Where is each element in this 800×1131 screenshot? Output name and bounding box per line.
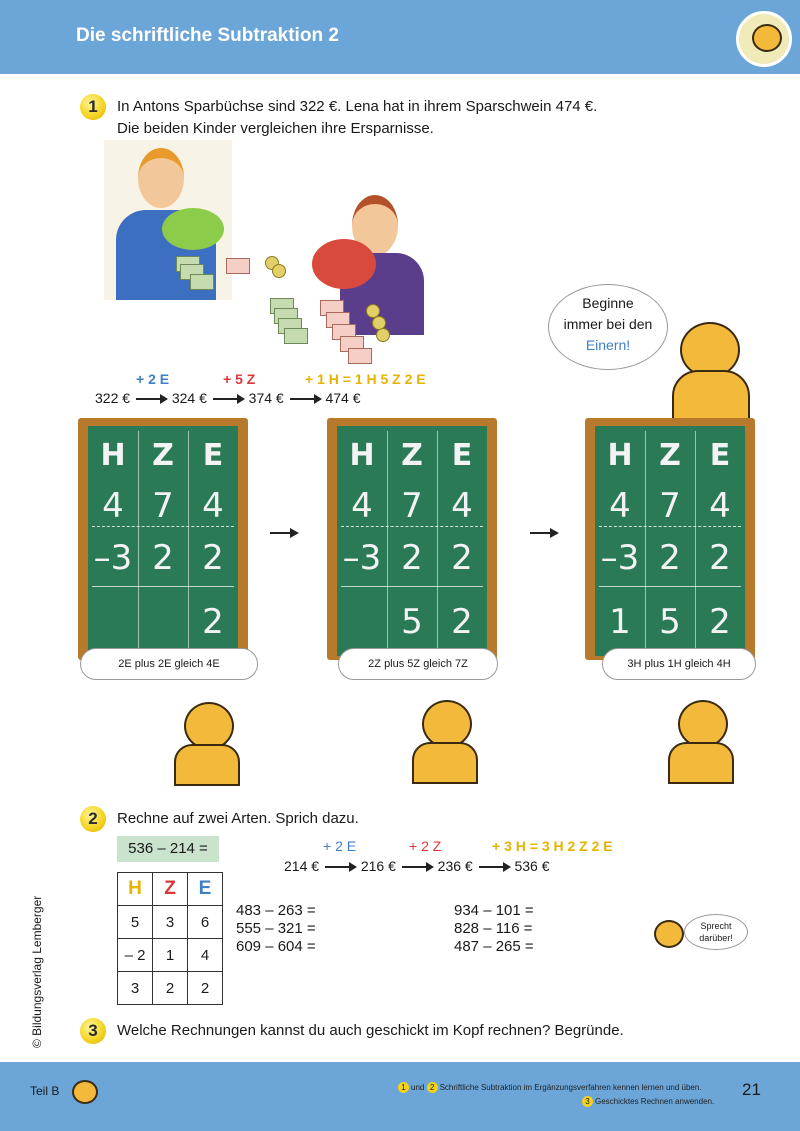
- part-label: Teil B: [30, 1084, 60, 1098]
- table-header-h: H: [118, 873, 153, 906]
- table-header-z: Z: [153, 873, 188, 906]
- step-op-hundreds: + 1 H: [305, 371, 339, 387]
- table-cell: 2: [153, 972, 188, 1005]
- exercise: 934 – 101 =: [454, 902, 534, 919]
- speech-line-3: Einern!: [585, 337, 631, 353]
- right-arrow-icon: [325, 866, 355, 868]
- header-e: E: [451, 438, 473, 473]
- board-cell: 7: [152, 486, 174, 526]
- exercise: 487 – 265 =: [454, 938, 534, 955]
- tiger-head-icon: [654, 920, 684, 948]
- header-e: E: [709, 438, 731, 473]
- table-cell: 6: [188, 906, 223, 939]
- board-cell: 4: [202, 486, 224, 526]
- exercise-column-2: [454, 902, 534, 956]
- board-cell: 4: [102, 486, 124, 526]
- copyright-notice: © Bildungsverlag Lemberger: [30, 895, 44, 1048]
- board-cell: 5: [659, 602, 681, 642]
- example-exercise: 536 – 214 =: [117, 836, 219, 862]
- tiger-badge-icon: [736, 11, 792, 67]
- step-value-2: 216 €: [360, 858, 396, 874]
- speech-line-2: immer bei den: [563, 316, 653, 332]
- tiger-mascot-illustration: [392, 700, 482, 780]
- table-cell: 2: [188, 972, 223, 1005]
- caption-text: 2E plus 2E gleich 4E: [118, 658, 220, 670]
- tiger-mascot-illustration: [650, 322, 754, 422]
- coin-icon: [376, 328, 390, 342]
- step-op-sum-label: = 1 H 5 Z 2 E: [342, 371, 426, 387]
- step-value-end: 536 €: [514, 858, 550, 874]
- learning-goal-1: [398, 1082, 702, 1093]
- right-arrow-icon: [479, 866, 509, 868]
- task3-text: Welche Rechnungen kannst du auch geschickt im Kopf rechnen? Begründe.: [117, 1022, 624, 1039]
- board-cell: 2: [152, 538, 174, 578]
- task-badge-icon: 3: [582, 1096, 593, 1107]
- right-arrow-icon: [213, 398, 243, 400]
- right-arrow-icon: [290, 398, 320, 400]
- step-op-hundreds: + 3 H: [492, 838, 526, 854]
- task-badge-icon: 2: [427, 1082, 438, 1093]
- board-cell: –3: [600, 538, 640, 578]
- table-header-e: E: [188, 873, 223, 906]
- header-z: Z: [659, 438, 681, 473]
- step-value-3: 236 €: [437, 858, 473, 874]
- step-op-ones: + 2 E: [323, 838, 357, 854]
- caption-text: 2Z plus 5Z gleich 7Z: [368, 658, 468, 670]
- step-value-start: 214 €: [284, 858, 320, 874]
- task1-text-line2: Die beiden Kinder vergleichen ihre Ersparnisse.: [117, 120, 434, 137]
- task2-step-op-ones-wrap: [323, 838, 356, 854]
- page-title: Die schriftliche Subtraktion 2: [76, 25, 339, 46]
- task-number-2: 2: [80, 806, 106, 832]
- page-header: [0, 0, 800, 74]
- table-cell: – 2: [118, 939, 153, 972]
- tiger-mascot-illustration: [648, 700, 738, 780]
- tiger-head-icon: [72, 1080, 98, 1104]
- caption-bubble-1: [80, 648, 258, 680]
- board-cell: 1: [609, 602, 631, 642]
- page-footer: [0, 1062, 800, 1131]
- banknote-icon: [190, 274, 214, 290]
- step-op-tens: + 2 Z: [409, 838, 442, 854]
- speech-line-2: darüber!: [699, 933, 733, 943]
- girl-with-piggy-bank-illustration: [304, 195, 426, 345]
- right-arrow-icon: [136, 398, 166, 400]
- header-z: Z: [401, 438, 423, 473]
- right-arrow-icon: [530, 532, 556, 534]
- board-cell: 4: [451, 486, 473, 526]
- step-value-start: 322 €: [95, 390, 131, 406]
- learning-goal-text: Geschicktes Rechnen anwenden.: [595, 1097, 715, 1106]
- header-e: E: [202, 438, 224, 473]
- step-value-2: 324 €: [171, 390, 207, 406]
- board-cell: 2: [401, 538, 423, 578]
- board-cell: –3: [93, 538, 133, 578]
- coin-icon: [272, 264, 286, 278]
- learning-goal-text: Schriftliche Subtraktion im Ergänzungsverfahren kennen lernen und üben.: [439, 1083, 702, 1092]
- board-cell: 4: [609, 486, 631, 526]
- board-cell: 2: [202, 602, 224, 642]
- table-cell: 3: [153, 906, 188, 939]
- board-cell: 2: [451, 538, 473, 578]
- caption-text: 3H plus 1H gleich 4H: [627, 658, 731, 670]
- learning-goal-2: [582, 1096, 714, 1107]
- table-cell: 3: [118, 972, 153, 1005]
- task2-step-values-row: [284, 858, 550, 874]
- speech-line-1: Beginne: [582, 295, 634, 311]
- header-h: H: [100, 438, 126, 473]
- exercise: 483 – 263 =: [236, 902, 316, 919]
- table-cell: 4: [188, 939, 223, 972]
- table-cell: 5: [118, 906, 153, 939]
- board-cell: 2: [709, 602, 731, 642]
- task-number-1: 1: [80, 94, 106, 120]
- step-value-end: 474 €: [325, 390, 361, 406]
- board-cell: 2: [451, 602, 473, 642]
- task-badge-icon: 1: [398, 1082, 409, 1093]
- step-value-3: 374 €: [248, 390, 284, 406]
- table-cell: 1: [153, 939, 188, 972]
- board-cell: 2: [709, 538, 731, 578]
- board-cell: 7: [659, 486, 681, 526]
- discuss-speech-bubble: [684, 914, 748, 950]
- right-arrow-icon: [402, 866, 432, 868]
- page-number: 21: [742, 1080, 761, 1099]
- step-op-tens: + 5 Z: [223, 371, 256, 387]
- chalkboard-1: [78, 418, 248, 660]
- board-cell: 4: [351, 486, 373, 526]
- task-number-3: 3: [80, 1018, 106, 1044]
- exercise: 828 – 116 =: [454, 920, 533, 937]
- task2-step-op-hundreds-wrap: [492, 838, 613, 854]
- step-op-hundreds-wrap: [305, 371, 426, 387]
- header-z: Z: [152, 438, 174, 473]
- exercise-column-1: [236, 902, 316, 956]
- board-cell: 5: [401, 602, 423, 642]
- step-operations-row: [136, 371, 169, 387]
- place-value-table: [117, 872, 223, 1005]
- header-h: H: [607, 438, 633, 473]
- banknote-icon: [348, 348, 372, 364]
- caption-bubble-2: [338, 648, 498, 680]
- task2-instruction: Rechne auf zwei Arten. Sprich dazu.: [117, 810, 359, 827]
- exercise: 555 – 321 =: [236, 920, 316, 937]
- task2-step-op-tens-wrap: [409, 838, 441, 854]
- board-cell: 4: [709, 486, 731, 526]
- board-cell: –3: [342, 538, 382, 578]
- tiger-mascot-illustration: [150, 702, 240, 782]
- task1-text-line1: In Antons Sparbüchse sind 322 €. Lena hat in ihrem Sparschwein 474 €.: [117, 98, 598, 115]
- header-h: H: [349, 438, 375, 473]
- speech-line-1: Sprecht: [700, 921, 732, 931]
- exercise: 609 – 604 =: [236, 938, 316, 955]
- step-op-tens-wrap: [223, 371, 255, 387]
- note-connector: und: [411, 1083, 425, 1092]
- right-arrow-icon: [270, 532, 296, 534]
- banknote-icon: [284, 328, 308, 344]
- board-cell: 7: [401, 486, 423, 526]
- step-op-ones: + 2 E: [136, 371, 170, 387]
- banknote-icon: [226, 258, 250, 274]
- board-cell: 2: [659, 538, 681, 578]
- chalkboard-3: [585, 418, 755, 660]
- board-cell: 2: [202, 538, 224, 578]
- step-op-sum-label: = 3 H 2 Z 2 E: [529, 838, 613, 854]
- step-values-row: [95, 390, 361, 406]
- chalkboard-2: [327, 418, 497, 660]
- caption-bubble-3: [602, 648, 756, 680]
